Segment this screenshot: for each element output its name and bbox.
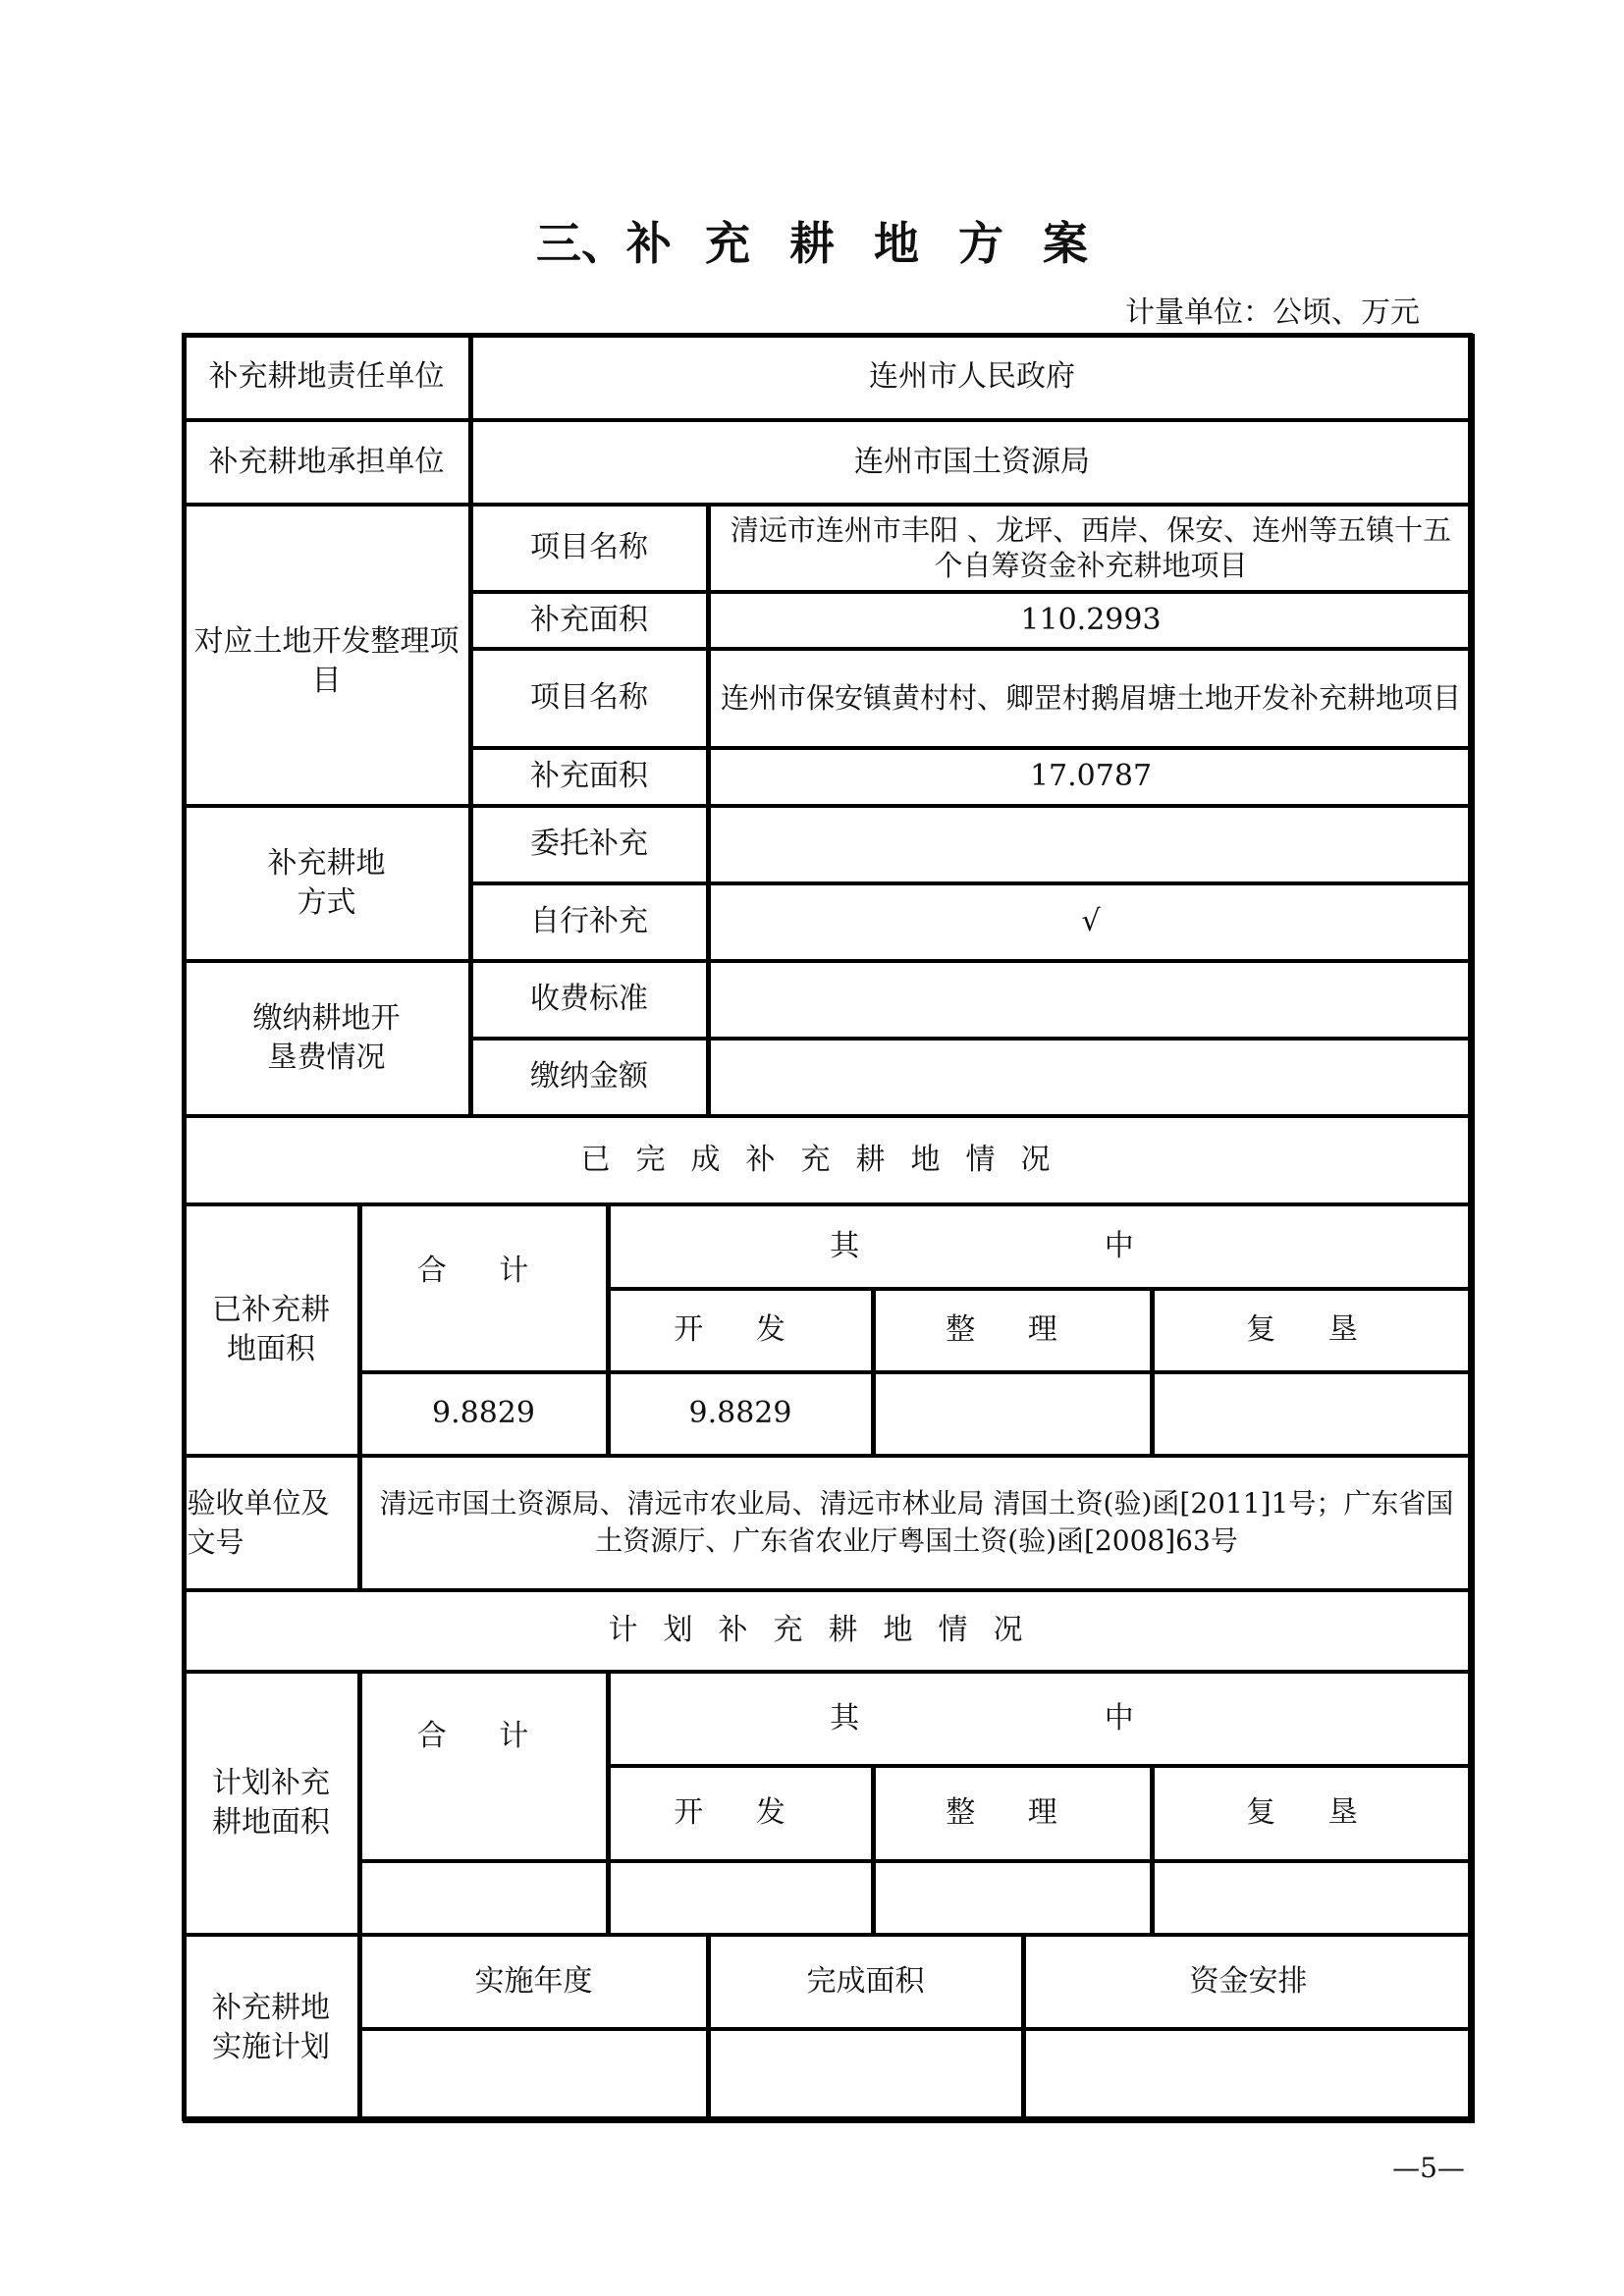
page-number: —5—: [1392, 2152, 1465, 2184]
projects-label: 对应土地开发整理项目: [183, 504, 471, 807]
implementation-header-year: 实施年度: [359, 1934, 709, 2030]
title-part: 方: [958, 217, 1003, 270]
project-2-area-label: 补充面积: [470, 747, 709, 807]
project-1-name: 清远市连州市丰阳 、龙坪、西岸、保安、连州等五镇十五个自筹资金补充耕地项目: [708, 504, 1475, 593]
title-part: 地: [874, 217, 919, 270]
completed-consolidation-value: [873, 1371, 1153, 1457]
fee-standard-value: [708, 960, 1475, 1040]
implementation-header-area: 完成面积: [708, 1934, 1024, 2030]
completed-col-reclamation: 复 垦: [1152, 1288, 1475, 1373]
implementation-year-value: [359, 2028, 709, 2123]
responsible-unit-label: 补充耕地责任单位: [183, 334, 471, 421]
method-label: 补充耕地方式: [183, 805, 471, 962]
planned-total-label: 合 计: [359, 1671, 609, 1862]
project-2-name: 连州市保安镇黄村村、卿罡村鹅眉塘土地开发补充耕地项目: [708, 648, 1475, 749]
implementation-header-funding: 资金安排: [1023, 1934, 1475, 2030]
completed-development-value: 9.8829: [608, 1371, 874, 1457]
method-option-entrusted-value: [708, 805, 1475, 884]
completed-total-label: 合 计: [359, 1203, 609, 1373]
planned-consolidation-value: [873, 1860, 1153, 1936]
completed-area-label: 已补充耕地面积: [183, 1203, 360, 1457]
completed-breakdown-label: 其 中: [608, 1203, 1475, 1290]
responsible-unit-value: 连州市人民政府: [470, 334, 1475, 421]
completed-reclamation-value: [1152, 1371, 1475, 1457]
project-1-area: 110.2993: [708, 591, 1475, 650]
planned-total-value: [359, 1860, 609, 1936]
units-note: 计量单位：公顷、万元: [1125, 295, 1420, 330]
project-2-area: 17.0787: [708, 747, 1475, 807]
fee-label: 缴纳耕地开垦费情况: [183, 960, 471, 1117]
planned-reclamation-value: [1152, 1860, 1475, 1936]
page-title: [0, 208, 1624, 273]
implementation-label: 补充耕地实施计划: [183, 1934, 360, 2123]
planned-breakdown-label: 其 中: [608, 1671, 1475, 1767]
fee-amount-label: 缴纳金额: [470, 1038, 709, 1117]
project-1-name-label: 项目名称: [470, 504, 709, 593]
title-part: 耕: [789, 217, 835, 270]
fee-standard-label: 收费标准: [470, 960, 709, 1040]
implementation-area-value: [708, 2028, 1024, 2123]
planned-area-label: 计划补充耕地面积: [183, 1671, 360, 1936]
project-2-name-label: 项目名称: [470, 648, 709, 749]
acceptance-value: 清远市国土资源局、清远市农业局、清远市林业局 清国土资(验)函[2011]1号；广东省国土资源厅、广东省农业厅粤国土资(验)函[2008]63号: [359, 1455, 1475, 1591]
planned-col-consolidation: 整 理: [873, 1765, 1153, 1862]
undertaking-unit-value: 连州市国土资源局: [470, 419, 1475, 506]
implementation-funding-value: [1023, 2028, 1475, 2123]
planned-col-development: 开 发: [608, 1765, 874, 1862]
planned-section-header: 计划补充耕地情况: [183, 1589, 1475, 1673]
completed-section-header: 已完成补充耕地情况: [183, 1115, 1475, 1205]
completed-col-development: 开 发: [608, 1288, 874, 1373]
fee-amount-value: [708, 1038, 1475, 1117]
title-part: 三、补: [536, 217, 672, 270]
completed-total-value: 9.8829: [359, 1371, 609, 1457]
completed-col-consolidation: 整 理: [873, 1288, 1153, 1373]
planned-development-value: [608, 1860, 874, 1936]
method-option-entrusted-label: 委托补充: [470, 805, 709, 884]
method-option-self-value: √: [708, 882, 1475, 962]
project-1-area-label: 补充面积: [470, 591, 709, 650]
method-option-self-label: 自行补充: [470, 882, 709, 962]
planned-col-reclamation: 复 垦: [1152, 1765, 1475, 1862]
title-part: 充: [705, 217, 750, 270]
acceptance-label: 验收单位及文号: [183, 1455, 360, 1591]
title-part: 案: [1043, 217, 1088, 270]
undertaking-unit-label: 补充耕地承担单位: [183, 419, 471, 506]
